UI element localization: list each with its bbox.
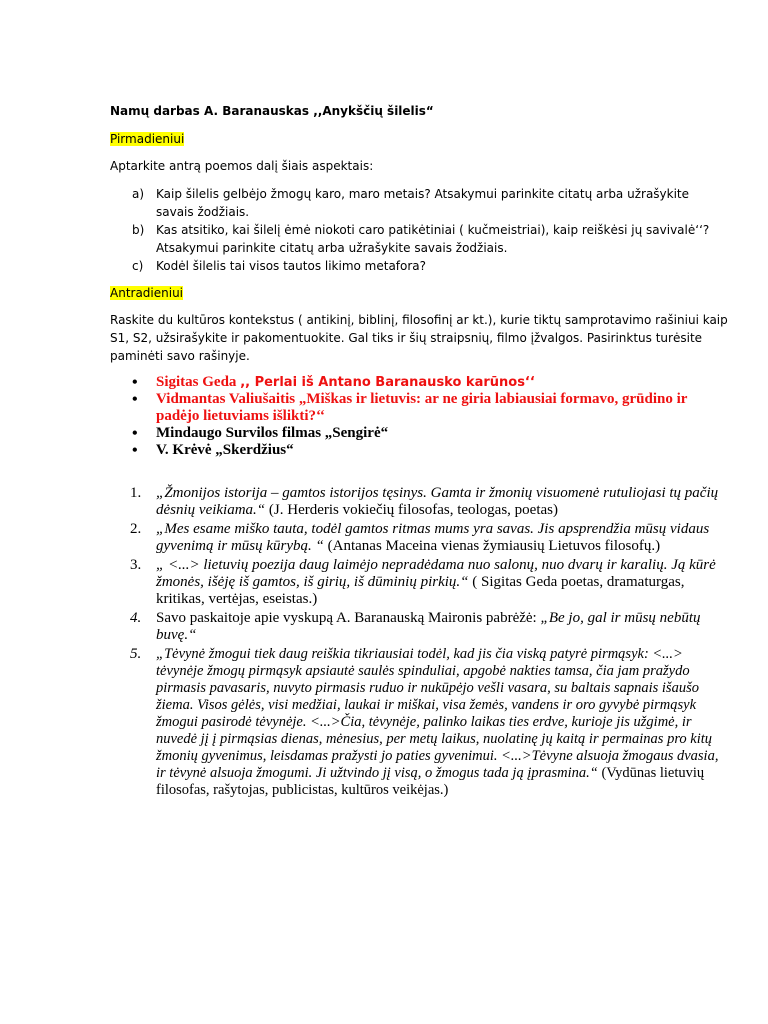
- list-item: • Sigitas Geda ,, Perlai iš Antano Baranausko karūnos‘‘: [130, 374, 730, 391]
- list-item: a) Kaip šilelis gelbėjo žmogų karo, maro metais? Atsakymui parinkite citatų arba užrašykite savais žodžiais.: [132, 187, 690, 219]
- list-item: c) Kodėl šilelis tai visos tautos likimo metafora?: [132, 259, 427, 273]
- tuesday-heading: [110, 284, 183, 302]
- source-list: [130, 374, 730, 459]
- monday-task-list: [110, 185, 710, 275]
- list-item: • V. Krėvė „Skerdžius“: [130, 442, 730, 459]
- list-item: 4. Savo paskaitoje apie vyskupą A. Baranauską Maironis pabrėžė: „Be jo, gal ir mūsų nebūtų buvę.“: [130, 610, 701, 643]
- quote-list: [130, 485, 730, 801]
- monday-heading: [110, 130, 184, 148]
- monday-intro: Aptarkite antrą poemos dalį šiais aspektais:: [110, 159, 374, 173]
- monday-label: Pirmadieniui: [110, 132, 185, 146]
- list-item: 2. „Mes esame miško tauta, todėl gamtos ritmas mums yra savas. Jis apsprendžia mūsų vidaus gyvenimą ir mūsų kūrybą. “ (Antanas Maceina vienas žymiausių Lietuvos filosofų.): [130, 521, 710, 554]
- list-item: • Vidmantas Valiušaitis „Miškas ir lietuvis: ar ne giria labiausiai formavo, grūdino ir padėjo lietuviams išlikti?‘‘: [130, 391, 730, 425]
- list-item: 5. „Tėvynė žmogui tiek daug reiškia tikriausiai todėl, kad jis čia viską patyrė pirmąsyk: <...> tėvynėje žmogų pirmąsyk apsiautė saulės spinduliai, apgobė nakties tamsa, čia jam pražydo pirmasis pavasaris, nuvyto pirmasis ruduo ir nukūpėjo vešli vasara, su baltais sapnais išaušo žiema. Visos gėlės, visi medžiai, laukai ir miškai, visa žemės, vandens ir oro gyvybė pirmąsyk žmogui pasirodė tėvynėje. <...>Čia, tėvynėje, palinko laikas ties erdve, kurioje jis užgimė, ir nuvedė jį į pirmąsias dienas, mėnesius, per metų laikus, nuolatinę jų kaitą ir permainas pro kitų žmonių gyvenimus, leisdamas pražysti jo paties gyvenimui. <...>Tėvyne alsuoja žmogaus dvasia, ir tėvynė alsuoja žmogumi. Ji užtvindo jį visą, o žmogus tada ją įprasmina.“ (Vydūnas lietuvių filosofas, rašytojas, publicistas, kultūros veikėjas.): [130, 646, 719, 798]
- list-item: 3. „ <...> lietuvių poezija daug laimėjo nepradėdama nuo salonų, nuo dvarų ir karalių. Ją kūrė žmonės, išėję iš gamtos, iš girių, iš dūminių pirkių.“ ( Sigitas Geda poetas, dramaturgas, kritikas, vertėjas, eseistas.): [130, 557, 716, 607]
- list-item: 1. „Žmonijos istorija – gamtos istorijos tęsinys. Gamta ir žmonių visuomenė rutuliojasi tų pačių dėsnių veikiama.“ (J. Herderis vokiečių filosofas, teologas, poetas): [130, 485, 719, 518]
- list-item: • Mindaugo Survilos filmas „Sengirė“: [130, 425, 730, 442]
- document-title: Namų darbas A. Baranauskas ,,Anykščių šilelis“: [110, 104, 434, 118]
- tuesday-label: Antradieniui: [110, 286, 184, 300]
- tuesday-intro: Raskite du kultūros kontekstus ( antikinį, biblinį, filosofinį ar kt.), kurie tiktų samprotavimo rašiniui kaip S1, S2, užsirašykite ir pakomentuokite. Gal tiks ir šių straipsnių, filmo įžvalgos. Pasirinktus turėsite paminėti savo rašinyje.: [110, 313, 728, 363]
- list-item: b) Kas atsitiko, kai šilelį ėmė niokoti caro patikėtiniai ( kučmeistriai), kaip reiškėsi jų savivalė‘‘? Atsakymui parinkite citatų arba užrašykite savais žodžiais.: [132, 223, 710, 255]
